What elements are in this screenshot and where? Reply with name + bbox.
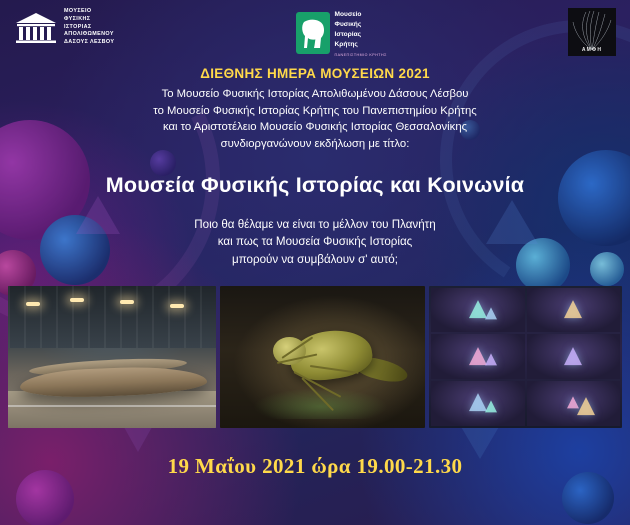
photo-giant-insect-model xyxy=(220,286,425,428)
photo-fossil-trunk-exhibition xyxy=(8,286,216,428)
display-case xyxy=(431,334,525,379)
event-date: 19 Μαΐου 2021 ώρα 19.00-21.30 xyxy=(167,453,463,478)
logo-line: ΜΟΥΣΕΙΟ xyxy=(64,8,92,14)
display-case xyxy=(527,288,621,333)
museum-lesvos-logo xyxy=(14,8,114,47)
intro-line: Το Μουσείο Φυσικής Ιστορίας Απολιθωμένου Δάσους Λέσβου xyxy=(161,88,469,100)
poster-content xyxy=(0,66,630,269)
crystal-specimen xyxy=(564,300,582,318)
amth-museum-logo xyxy=(568,8,616,56)
photo-mineral-display-cases xyxy=(429,286,622,428)
classical-building-icon xyxy=(14,11,58,45)
question-line: μπορούν να συμβάλουν σ' αυτό; xyxy=(232,253,398,267)
museum-crete-logo-text xyxy=(335,10,387,57)
crystal-specimen xyxy=(485,354,497,366)
intro-line: το Μουσείο Φυσικής Ιστορίας Κρήτης του Πανεπιστημίου Κρήτης xyxy=(153,104,477,117)
exhibit-rail xyxy=(8,405,216,407)
decorative-blob xyxy=(562,472,614,524)
exhibition-ceiling xyxy=(8,286,216,348)
exhibition-floor xyxy=(8,391,216,428)
ground-glow xyxy=(253,388,388,419)
elephant-silhouette-icon xyxy=(296,12,330,54)
logo-row xyxy=(0,0,630,64)
intro-paragraph xyxy=(26,86,604,153)
intro-line: συνδιοργανώνουν εκδήλωση με τίτλο: xyxy=(220,138,410,151)
crystal-specimen xyxy=(564,347,582,365)
display-case xyxy=(527,334,621,379)
ceiling-light xyxy=(120,300,134,304)
page-kicker: ΔΙΕΘΝΗΣ ΗΜΕΡΑ ΜΟΥΣΕΙΩΝ 2021 xyxy=(200,66,430,81)
question-line: Ποιο θα θέλαμε να είναι το μέλλον του Πλανήτη xyxy=(194,217,436,231)
ceiling-light xyxy=(26,302,40,306)
photo-strip xyxy=(8,286,622,428)
ceiling-light xyxy=(70,298,84,302)
poster-footer xyxy=(0,454,630,479)
display-case xyxy=(431,381,525,426)
display-case xyxy=(527,381,621,426)
logo-line: ΑΠΟΛΙΘΩΜΕΝΟΥ xyxy=(64,31,114,38)
question-line: και πως τα Μουσεία Φυσικής Ιστορίας xyxy=(217,235,413,249)
logo-line: Ιστορίας xyxy=(334,30,362,38)
ceiling-light xyxy=(170,304,184,308)
intro-line: και το Αριστοτέλειο Μουσείο Φυσικής Ιστορίας Θεσσαλονίκης xyxy=(162,121,468,134)
question-paragraph xyxy=(26,216,604,269)
logo-line: ΙΣΤΟΡΙΑΣ xyxy=(64,23,92,30)
crystal-specimen xyxy=(577,397,595,415)
display-case xyxy=(431,288,525,333)
crystal-specimen xyxy=(485,400,497,412)
page-title: Μουσεία Φυσικής Ιστορίας και Κοινωνία xyxy=(105,172,525,197)
logo-line: ΔΑΣΟΥΣ ΛΕΣΒΟΥ xyxy=(64,39,115,46)
amth-museum-logo-label: ΑΜΦΗ xyxy=(581,47,603,53)
logo-line: ΦΥΣΙΚΗΣ xyxy=(64,15,91,22)
display-case-grid xyxy=(429,286,622,428)
logo-line: Μουσείο xyxy=(334,11,362,18)
museum-lesvos-logo-text xyxy=(64,8,114,47)
logo-line: Φυσικής xyxy=(334,20,362,28)
logo-line: Κρήτης xyxy=(334,40,358,48)
museum-crete-logo xyxy=(296,10,387,57)
crystal-specimen xyxy=(485,307,497,319)
logo-subtitle: ΠΑΝΕΠΙΣΤΗΜΙΟ ΚΡΗΤΗΣ xyxy=(334,52,387,57)
